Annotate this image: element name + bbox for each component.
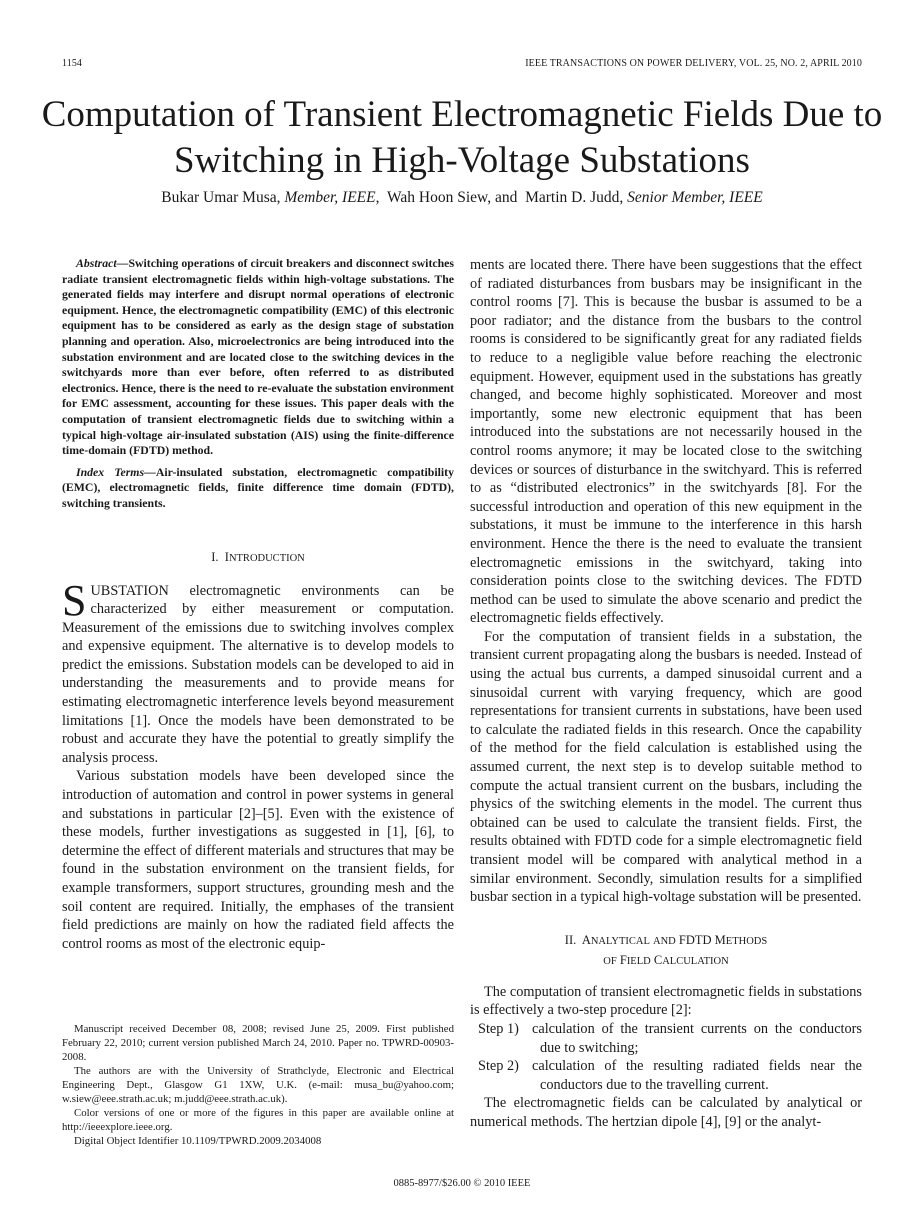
index-terms-text: Air-insulated substation, electromagnetic compatibility (EMC), electromagnetic fields, finite difference time domain (FDTD), switching transients. xyxy=(62,464,454,510)
right-paragraph-1: ments are located there. There have been suggestions that the effect of radiated disturbances from busbars may be insignificant in the control rooms [7]. This is because the busbar is assumed to be a poor radiator; and the distance from the busbars to the control rooms is considered to be significantly great for any radiated fields to reduce to a negligible value before reaching the electronic equipment. However, equipment used in the substations has greatly changed, and become highly sophisticated. Moreover and most importantly, some new electronic equipment that has been introduced into the substations are not necessarily housed in the control rooms anymore; it may be located close to the switching devices or sources of disturbance in the switchyard. This is referred to as “distributed electronics” in the switchyards [8]. For the successful introduction and operation of this new equipment in the substations, it must be immune to the interference in this harsh environment. Hence the there is the need to evaluate the transient electromagnetic emissions in the switchyard, taking into consideration points close to the switching devices. The FDTD method can be used to simulate the above scenario and predict the electromagnetic fields effectively. xyxy=(470,257,862,627)
footnote-doi: Digital Object Identifier 10.1109/TPWRD.2009.2034008 xyxy=(74,1135,322,1147)
author-judd-role: Senior Member, IEEE xyxy=(627,189,763,206)
section-heading-methods: II. ANALYTICAL AND FDTD METHODS OF FIELD CALCULATION xyxy=(564,932,768,967)
methods-paragraph-1: The computation of transient electromagnetic fields in substations is effectively a two-step procedure [2]: xyxy=(470,983,862,1019)
left-column xyxy=(62,256,454,1147)
author-musa-role: Member, IEEE xyxy=(284,189,376,206)
footnote-affiliation: The authors are with the University of Strathclyde, Electronic and Electrical Engineering Dept., Glasgow G1 1XW, U.K. (e-mail: musa_bu@yahoo.com; w.siew@eee.strath.ac.uk; m.judd@eee.strath.ac.uk). xyxy=(62,1065,454,1105)
abstract xyxy=(62,256,454,459)
step-1: Step 1) calculation of the transient currents on the conductors due to switching; xyxy=(478,1020,862,1056)
methods-paragraph-2: The electromagnetic fields can be calculated by analytical or numerical methods. The hertzian dipole [4], [9] or the analyt- xyxy=(470,1095,862,1130)
section-heading-introduction: I. INTRODUCTION xyxy=(211,549,305,564)
copyright-footer: 0885-8977/$26.00 © 2010 IEEE xyxy=(393,1178,531,1189)
index-terms xyxy=(62,465,454,512)
drop-cap: S xyxy=(62,575,87,625)
abstract-label: Abstract— xyxy=(76,256,129,270)
footnote-color: Color versions of one or more of the figures in this paper are available online at http://ieeexplore.ieee.org. xyxy=(62,1107,454,1133)
abstract-text: Switching operations of circuit breakers and disconnect switches radiate transient electromagnetic fields within high-voltage substations. The generated fields may interfere and disrupt normal operations of electronic equipment. Hence, the electromagnetic compatibility (EMC) of this electronic equipment has to be considered as early as the design stage of substation planning and operation. Also, microelectronics are being introduced into the substation environment and are located close to the switching devices in the switchyards more than ever before, often referred to as distributed electronics. Hence, there is the need to re-evaluate the substation environment for EMC assessment, accounting for these issues. This paper deals with the computation of transient electromagnetic fields due to switching within a typical high-voltage air-insulated substation (AIS) using the finite-difference time-domain (FDTD) method. xyxy=(62,256,454,458)
intro-paragraph-2: Various substation models have been developed since the introduction of automation and control in power systems in general and substations in particular [2]–[5]. Even with the existence of these models, further investigations as suggested in [1], [6], to determine the effect of different materials and structures that may be found in the substation environment on the transient fields, for example transformers, support structures, grounding mesh and the soil content are required. Initially, the emphases of the transient field predictions are mainly on how the radiated field affects the control rooms as most of the electronic equip- xyxy=(62,768,454,952)
index-terms-label: Index Terms— xyxy=(76,464,156,479)
right-column xyxy=(470,256,862,1132)
author-line: Bukar Umar Musa, Member, IEEE, Wah Hoon Siew, and Martin D. Judd, Senior Member, IEEE xyxy=(161,189,763,206)
footnotes xyxy=(62,1022,454,1148)
intro-paragraph-1: SUBSTATION electromagnetic environments can be characterized by either measurement or computation. Measurement of the emissions due to switching involves complex and expensive equipment. The alternative is to develop models to predict the emissions. Substation models can be developed to aid in understanding the measurements and to provide means for estimating electromagnetic interference levels beyond measurement limitations [1]. Once the models have been demonstrated to be robust and accurate they have the potential to greatly simplify the analysis process. xyxy=(62,575,454,766)
author-judd: Martin D. Judd xyxy=(525,189,620,206)
author-musa: Bukar Umar Musa xyxy=(161,189,277,206)
journal-header: IEEE TRANSACTIONS ON POWER DELIVERY, VOL. 25, NO. 2, APRIL 2010 xyxy=(525,58,862,69)
page-number: 1154 xyxy=(62,58,83,69)
paper-title: Computation of Transient Electromagnetic Fields Due to Switching in High-Voltage Substations xyxy=(41,94,883,181)
right-paragraph-2: For the computation of transient fields in a substation, the transient current propagating along the busbars is needed. Instead of using the actual bus currents, a damped sinusoidal current and a sinusoidal current with varying frequency, which are good representations for transient currents in substations, have been used to calculate the radiated fields in this research. Once the capability of the method for the field calculation is established using the assumed current, the next step is to develop suitable method to compute the actual transient current on the busbars, including the physics of the switching elements in the model. The current thus obtained can be used to calculate the transient fields. First, the results obtained with FDTD code for a simple electromagnetic field transient model will be compared with analytical method in a similar environment. Secondly, simulation results for a simplified busbar section in a typical high-voltage substation will be presented. xyxy=(470,628,862,906)
author-siew: Wah Hoon Siew xyxy=(386,189,488,206)
footnote-manuscript: Manuscript received December 08, 2008; revised June 25, 2009. First published February 22, 2010; current version published March 24, 2010. Paper no. TPWRD-00903-2008. xyxy=(62,1023,454,1063)
step-2: Step 2) calculation of the resulting radiated fields near the conductors due to the travelling current. xyxy=(478,1058,862,1093)
